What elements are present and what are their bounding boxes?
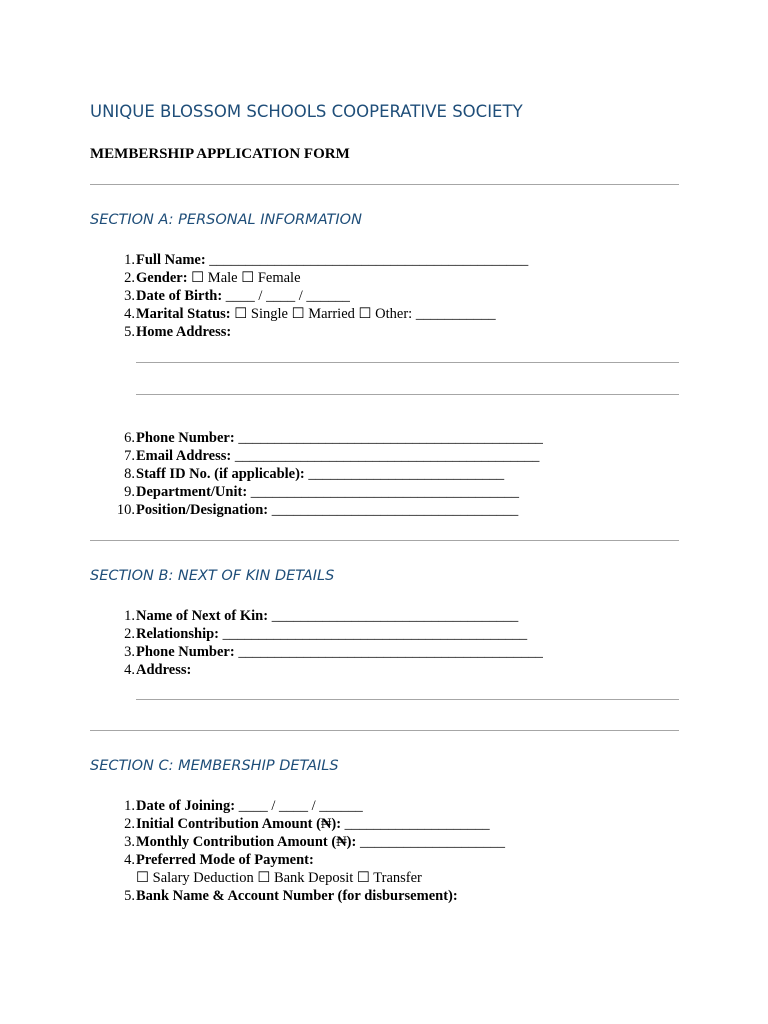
field-kin-phone-number[interactable] <box>90 643 690 661</box>
item-number: 3. <box>124 834 135 850</box>
item-number: 4. <box>124 306 135 322</box>
field-label: Address: <box>136 662 192 678</box>
home-address-line-1[interactable] <box>136 362 679 363</box>
field-label: Phone Number: <box>136 430 235 446</box>
item-number: 1. <box>124 252 135 268</box>
field-position-designation[interactable] <box>90 501 690 519</box>
field-blank[interactable]: ___________________________ <box>304 466 505 482</box>
field-monthly-contribution[interactable] <box>90 833 690 851</box>
field-label: Email Address: <box>136 448 232 464</box>
divider <box>90 540 679 541</box>
field-label: Relationship: <box>136 626 219 642</box>
field-label: Preferred Mode of Payment: <box>136 852 314 868</box>
field-bank-account[interactable] <box>90 887 690 905</box>
field-label: Position/Designation: <box>136 502 269 518</box>
field-label: Home Address: <box>136 324 232 340</box>
field-blank[interactable]: ____________________________________________ <box>205 252 529 268</box>
item-number: 3. <box>124 644 135 660</box>
field-date-of-birth[interactable] <box>90 287 690 305</box>
item-number: 9. <box>124 484 135 500</box>
field-blank[interactable]: __________________________________________ <box>219 626 528 642</box>
field-blank[interactable]: ____ / ____ / ______ <box>235 798 363 814</box>
section-c-heading: SECTION C: MEMBERSHIP DETAILS <box>90 758 339 774</box>
field-next-of-kin-name[interactable] <box>90 607 690 625</box>
field-full-name[interactable] <box>90 251 690 269</box>
field-label: Date of Birth: <box>136 288 223 304</box>
form-subtitle: MEMBERSHIP APPLICATION FORM <box>90 146 350 162</box>
field-blank[interactable]: __________________________________________ <box>234 430 543 446</box>
kin-address-line[interactable] <box>136 699 679 700</box>
field-label: Staff ID No. (if applicable): <box>136 466 305 482</box>
item-number: 8. <box>124 466 135 482</box>
field-blank[interactable]: __________________________________________ <box>234 644 543 660</box>
section-a-heading: SECTION A: PERSONAL INFORMATION <box>90 212 362 228</box>
field-label: Phone Number: <box>136 644 235 660</box>
form-title: UNIQUE BLOSSOM SCHOOLS COOPERATIVE SOCIETY <box>90 102 523 121</box>
field-kin-address[interactable] <box>90 661 690 679</box>
payment-mode-checkboxes[interactable]: ☐ Salary Deduction ☐ Bank Deposit ☐ Transfer <box>136 870 422 886</box>
item-number: 4. <box>124 662 135 678</box>
item-number: 5. <box>124 324 135 340</box>
field-label: Bank Name & Account Number (for disbursement): <box>136 888 458 904</box>
section-a-list-continued <box>90 429 690 519</box>
item-number: 4. <box>124 852 135 868</box>
section-b-list <box>90 607 690 679</box>
field-phone-number[interactable] <box>90 429 690 447</box>
field-label: Date of Joining: <box>136 798 236 814</box>
field-blank[interactable]: ____________________ <box>356 834 505 850</box>
divider <box>90 184 679 185</box>
field-label: Initial Contribution Amount (₦): <box>136 816 342 832</box>
field-blank[interactable]: _____________________________________ <box>247 484 520 500</box>
item-number: 7. <box>124 448 135 464</box>
section-c-list <box>90 797 690 905</box>
item-number: 10. <box>116 502 135 518</box>
field-relationship[interactable] <box>90 625 690 643</box>
field-label: Department/Unit: <box>136 484 248 500</box>
field-blank[interactable]: __________________________________ <box>268 502 519 518</box>
field-label: Name of Next of Kin: <box>136 608 269 624</box>
divider <box>90 730 679 731</box>
field-blank[interactable]: ____________________ <box>341 816 490 832</box>
field-email-address[interactable] <box>90 447 690 465</box>
field-staff-id[interactable] <box>90 465 690 483</box>
item-number: 2. <box>124 270 135 286</box>
field-blank[interactable]: __________________________________ <box>268 608 519 624</box>
section-b-heading: SECTION B: NEXT OF KIN DETAILS <box>90 568 335 584</box>
section-a-list <box>90 251 690 341</box>
marital-status-checkboxes[interactable]: ☐ Single ☐ Married ☐ Other: ___________ <box>230 306 496 322</box>
item-number: 3. <box>124 288 135 304</box>
field-initial-contribution[interactable] <box>90 815 690 833</box>
item-number: 1. <box>124 798 135 814</box>
home-address-line-2[interactable] <box>136 394 679 395</box>
field-gender[interactable] <box>90 269 690 287</box>
field-blank[interactable]: __________________________________________ <box>231 448 540 464</box>
field-date-of-joining[interactable] <box>90 797 690 815</box>
field-payment-mode[interactable] <box>90 851 690 869</box>
item-number: 5. <box>124 888 135 904</box>
item-number: 2. <box>124 626 135 642</box>
field-department-unit[interactable] <box>90 483 690 501</box>
field-label: Marital Status: <box>136 306 231 322</box>
payment-mode-options[interactable] <box>90 869 690 887</box>
field-blank[interactable]: ____ / ____ / ______ <box>222 288 350 304</box>
field-label: Monthly Contribution Amount (₦): <box>136 834 357 850</box>
field-label: Gender: <box>136 270 188 286</box>
gender-checkboxes[interactable]: ☐ Male ☐ Female <box>187 270 301 286</box>
item-number: 2. <box>124 816 135 832</box>
field-label: Full Name: <box>136 252 206 268</box>
field-marital-status[interactable] <box>90 305 690 323</box>
item-number: 6. <box>124 430 135 446</box>
field-home-address[interactable] <box>90 323 690 341</box>
item-number: 1. <box>124 608 135 624</box>
